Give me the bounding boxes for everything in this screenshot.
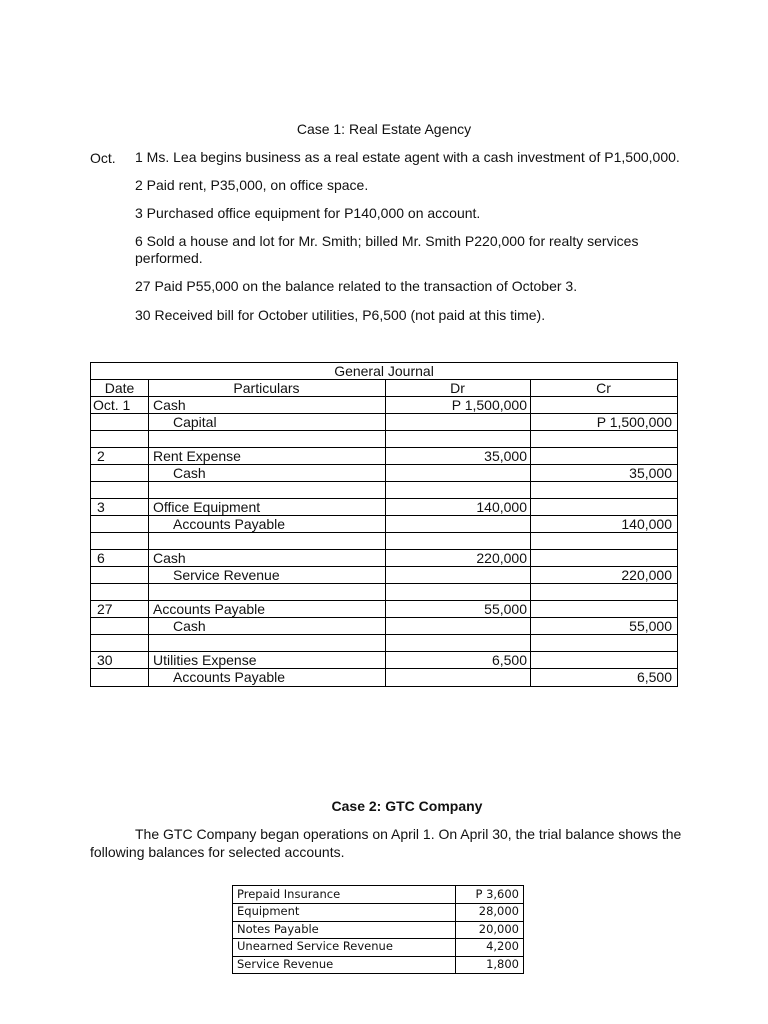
entry-date: 27 [97,601,113,617]
entry-date: 2 [97,448,105,464]
entry-dr-amount: 220,000 [476,550,527,566]
transaction-item: 2 Paid rent, P35,000, on office space. [135,177,369,193]
entry-credit-account: Accounts Payable [173,669,286,685]
entry-dr-amount: 55,000 [484,601,527,617]
tb-account: Equipment [237,904,300,918]
header-particulars: Particulars [233,380,300,396]
entry-cr-amount: 35,000 [629,465,672,481]
tb-amount: 4,200 [486,939,519,953]
entry-cr-amount: 140,000 [621,516,672,532]
entry-debit-account: Utilities Expense [153,652,257,668]
entry-dr-amount: P 1,500,000 [451,397,527,413]
entry-date: 6 [97,550,105,566]
case2-paragraph: The GTC Company began operations on April 1. On April 30, the trial balance shows the following balances for selected accounts. [90,826,682,860]
entry-cr-amount: P 1,500,000 [596,414,672,430]
entry-credit-account: Capital [173,414,217,430]
transaction-item: 6 Sold a house and lot for Mr. Smith; billed Mr. Smith P220,000 for realty services performed. [135,233,639,266]
month-label: Oct. [90,150,116,166]
entry-cr-amount: 220,000 [621,567,672,583]
tb-amount: 20,000 [478,922,519,936]
entry-dr-amount: 35,000 [484,448,527,464]
entry-debit-account: Accounts Payable [153,601,266,617]
entry-debit-account: Rent Expense [153,448,241,464]
entry-date: 30 [97,652,113,668]
entry-credit-account: Accounts Payable [173,516,286,532]
entry-debit-account: Cash [153,550,186,566]
entry-debit-account: Cash [153,397,186,413]
entry-credit-account: Cash [173,618,206,634]
header-date: Date [104,380,135,396]
transaction-item: 1 Ms. Lea begins business as a real estate agent with a cash investment of P1,500,000. [135,149,680,165]
general-journal-table [90,362,678,687]
tb-account: Notes Payable [237,922,319,936]
header-cr: Cr [596,380,611,396]
tb-amount: 1,800 [486,957,519,971]
entry-dr-amount: 140,000 [476,499,527,515]
case1-title: Case 1: Real Estate Agency [296,121,472,137]
tb-amount: 28,000 [478,904,519,918]
tb-account: Unearned Service Revenue [237,939,393,953]
transaction-item: 30 Received bill for October utilities, P6,500 (not paid at this time). [135,307,546,323]
entry-dr-amount: 6,500 [491,652,527,668]
tb-account: Service Revenue [237,957,334,971]
transaction-item: 27 Paid P55,000 on the balance related to the transaction of October 3. [135,278,578,294]
entry-credit-account: Service Revenue [173,567,280,583]
transaction-item: 3 Purchased office equipment for P140,000 on account. [135,205,481,221]
entry-debit-account: Office Equipment [153,499,261,515]
tb-account: Prepaid Insurance [237,887,341,901]
entry-cr-amount: 55,000 [629,618,672,634]
entry-date: Oct. 1 [93,397,131,413]
journal-title: General Journal [334,363,434,379]
case2-title: Case 2: GTC Company [331,798,483,814]
entry-date: 3 [97,499,105,515]
entry-credit-account: Cash [173,465,206,481]
entry-cr-amount: 6,500 [636,669,672,685]
tb-amount: P 3,600 [475,887,519,901]
trial-balance-table [232,885,524,974]
header-dr: Dr [450,380,465,396]
